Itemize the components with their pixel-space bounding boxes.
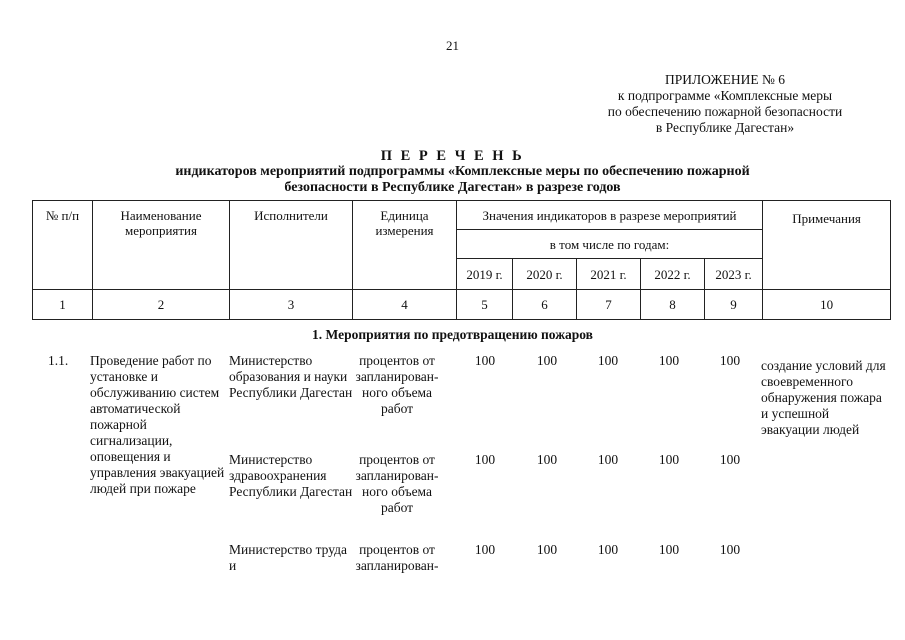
column-number: 3: [230, 290, 353, 320]
column-number: 9: [705, 290, 763, 320]
title-line-2: индикаторов мероприятий подпрограммы «Комплексные меры по обеспечению пожарной: [175, 164, 750, 179]
header-values: Значения индикаторов в разрезе мероприятий: [457, 201, 763, 230]
section-title: 1. Мероприятия по предотвращению пожаров: [312, 327, 593, 342]
executor-unit: процентов от запланирован-: [355, 542, 439, 573]
header-year: 2019 г.: [457, 259, 513, 290]
indicator-value: 100: [474, 542, 496, 557]
document-title: [0, 148, 905, 196]
title-heading: П Е Р Е Ч Е Н Ь: [380, 148, 525, 164]
row-number: 1.1.: [48, 353, 69, 368]
column-number: 2: [93, 290, 230, 320]
header-num: № п/п: [33, 201, 93, 290]
title-line-3: безопасности в Республике Дагестан» в разрезе годов: [284, 180, 621, 195]
indicator-value: 100: [658, 452, 680, 467]
indicators-table-header: [32, 200, 891, 320]
indicator-value: 100: [658, 542, 680, 557]
appendix-caption: [560, 72, 890, 136]
appendix-line-4: в Республике Дагестан»: [655, 120, 795, 135]
executor-name: Министерство труда и: [229, 542, 348, 573]
column-number: 7: [577, 290, 641, 320]
appendix-line-2: к подпрограмме «Комплексные меры: [617, 88, 833, 103]
header-name: Наименование мероприятия: [93, 201, 230, 290]
executor-unit: процентов от запланирован-ного объема работ: [355, 452, 439, 515]
column-number: 10: [763, 290, 891, 320]
header-unit: Единица измерения: [353, 201, 457, 290]
indicator-value: 100: [719, 542, 741, 557]
executor-name: Министерство образования и науки Республики Дагестан: [229, 353, 353, 400]
column-number: 1: [33, 290, 93, 320]
header-year: 2021 г.: [577, 259, 641, 290]
indicator-value: 100: [474, 452, 496, 467]
executor-name: Министерство здравоохранения Республики Дагестан: [229, 452, 353, 499]
indicator-value: 100: [597, 452, 619, 467]
indicator-value: 100: [719, 452, 741, 467]
column-number: 8: [641, 290, 705, 320]
indicator-value: 100: [536, 353, 558, 368]
indicator-value: 100: [719, 353, 741, 368]
header-year: 2020 г.: [513, 259, 577, 290]
indicator-value: 100: [597, 353, 619, 368]
header-year: 2023 г.: [705, 259, 763, 290]
page-number: 21: [446, 38, 459, 53]
column-number: 5: [457, 290, 513, 320]
header-executors: Исполнители: [230, 201, 353, 290]
appendix-line-1: ПРИЛОЖЕНИЕ № 6: [664, 72, 786, 87]
row-activity-name: Проведение работ по установке и обслуживанию систем автоматической пожарной сигнализации, оповещения и управления эвакуацией людей при пожаре: [90, 353, 225, 496]
executor-unit: процентов от запланирован-ного объема работ: [355, 353, 439, 416]
header-year: 2022 г.: [641, 259, 705, 290]
column-number: 4: [353, 290, 457, 320]
indicator-value: 100: [597, 542, 619, 557]
row-note: создание условий для своевременного обнаружения пожара и успешной эвакуации людей: [761, 358, 886, 437]
indicator-value: 100: [536, 452, 558, 467]
indicator-value: 100: [536, 542, 558, 557]
header-note: Примечания: [763, 201, 891, 290]
indicator-value: 100: [474, 353, 496, 368]
indicator-value: 100: [658, 353, 680, 368]
header-years-caption: в том числе по годам:: [457, 230, 763, 259]
column-number: 6: [513, 290, 577, 320]
appendix-line-3: по обеспечению пожарной безопасности: [607, 104, 843, 119]
